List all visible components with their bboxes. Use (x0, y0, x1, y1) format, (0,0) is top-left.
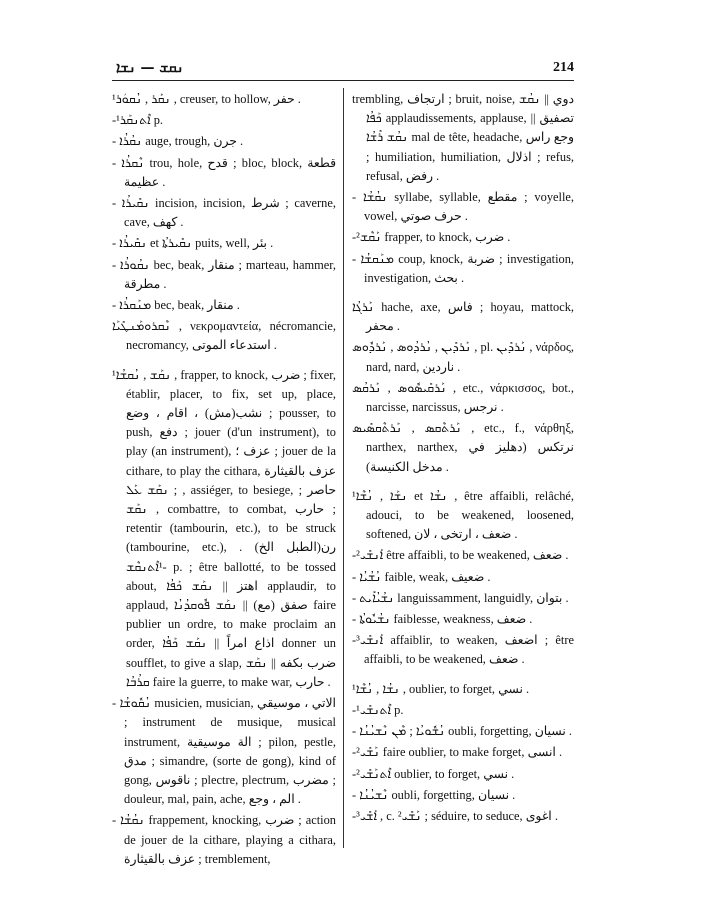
dictionary-entry: ¹ܢܫܰܐ , ܢܳܫܶܐ et ܢܫܳܐ , être affaibli, relâché, adouci, to be weakened, loosened, softened, ضعف ، ارتخى ، لان . (352, 488, 574, 542)
dictionary-entry: - ܢܶܩܪܳܐ trou, hole, قدح ; bloc, block, قطعة عظيمة . (112, 155, 336, 189)
page-number: 214 (553, 60, 574, 75)
dictionary-entry: -¹ܐܶܬܢܩܰܪ p. (112, 113, 164, 128)
left-column (112, 90, 336, 871)
dictionary-entry: - ܢܫܳܝܽܘܬܳܐ faiblesse, weakness, ضعف . (352, 612, 533, 627)
header-rule (112, 80, 574, 81)
running-head: ܢܩܫ — ܢܫܐ (116, 60, 184, 76)
dictionary-entry: -¹ܐܶܬܢܫܺܝ p. (352, 702, 404, 717)
dictionary-entry: ܢܰܪܓܳܐ hache, axe, فاس ; hoyau, mattock, محفر . (352, 300, 574, 334)
dictionary-entry: - ܢܩܳܫܳܐ frappement, knocking, ضرب ; action de jouer de la cithare, playing a cithara, عزف بالقيثارة ; tremblement, (112, 813, 336, 866)
dictionary-entry: - ܢܩܳܪܳܐ auge, trough, جرن . (112, 134, 244, 149)
dictionary-entry: ܢܶܩܪܘܡܰܢܛܺܝܰܐ , νεκρομαντεία, nécromancie, necromancy, استدعاء الموتى . (112, 319, 336, 353)
dictionary-entry: ¹ܢܩܰܪ , ܢܳܩܘܿܪ , creuser, to hollow, حفر . (112, 92, 301, 106)
entry-gap (352, 290, 574, 298)
entry-gap (352, 479, 574, 487)
dictionary-entry: - ܢܩܺܝܪܳܐ incision, incision, شرط ; caverne, cave, كهف . (112, 196, 336, 230)
dictionary-entry: - ܢܳܫܳܝܳܐ faible, weak, ضعيف . (352, 569, 491, 584)
dictionary-entry: ܢܰܪܩܺܝܣܽܘܣ , ܢܰܪܩܳܣ , etc., νάρκισσος, bot., narcisse, narcissus, نرجس . (352, 380, 574, 415)
dictionary-entry: -³ܐܰܫܺܝ , c. ²ܢܰܫܺܝ ; séduire, to seduce, اغوى . (352, 808, 558, 823)
dictionary-entry: - ܢܳܩܽܘܫܳܐ musicien, musician, الاتي ، موسيقي ; instrument de musique, musical instrument, الة موسيقية ; pilon, pestle, مدق ; simandre, (sorte de gong), kind of gong, ناقوس ; plectre, plectrum, مضرب ; douleur, mal, pain, ache, الم ، وجع . (112, 696, 336, 807)
entry-gap (352, 672, 574, 680)
dictionary-entry: - ܡܢܰܩܪܳܐ bec, beak, منقار . (112, 298, 240, 313)
dictionary-entry: - ܡܢܰܩܫܳܐ coup, knock, ضربة ; investigation, investigation, بحث . (352, 251, 575, 285)
right-column (352, 90, 574, 828)
dictionary-entry: ܢܰܪܬܶܩܣ , ܢܰܪܬܶܩܣܺܝܣ , etc., f., νάρθηξ, narthex, narthex, نرتكس (دهليز في مدخل الكنيسة) . (352, 421, 574, 474)
entry-gap (112, 358, 336, 366)
dictionary-entry: - ܢܫܳܝܳܐܺܝܬ languissamment, languidly, بتوان . (352, 590, 569, 605)
dictionary-entry: ¹ܢܩܰܫ , ܢܳܩܫܳܐ , frapper, to knock, ضرب ; fixer, établir, placer, to fix, set up, place, نشب(مش) ، اقام ، وضع ; pousser, to push, دفع ; jouer (d'un instrument), to play (an instrument), عزف ؛ ; jouer de la cithare, to play the cithara, عزف بالقيثارة ; ܢܩܰܫ ܥܰܠ , assiéger, to besiege, حاصر ; ܢܩܰܫ , combattre, to combat, حارب ; retentir (tambourin, etc.), to be struck (tambourine, etc.), رن(الطبل الخ) . -¹ܐܶܬܢܩܶܫ p. ; être ballotté, to be tossed about, اهتز || ܢܩܰܫ ܟܰܦܳܐ applaudir, to applaud, صفق (مع) || ܢܩܰܫ ܦܽܘܩܕܳܢܳܐ faire publier un ordre, to make proclaim an order, اذاع امراً || ܢܩܰܫ ܟܰܦܳܐ donner un soufflet, to give a slap, ضرب بكفه || ܢܩܰܫ ܩܪܳܒܳܐ faire la guerre, to make war, حارب . (112, 367, 337, 689)
dictionary-entry: - ܢܶܫܝܳܢܳܐ oubli, forgetting, نسيان . (352, 787, 516, 802)
column-divider (343, 88, 344, 848)
dictionary-entry: - ܢܩܳܫܳܐ syllabe, syllable, مقطع ; voyelle, vowel, حرف صوتي . (352, 190, 574, 224)
dictionary-entry: -²ܐܰܢܫܺܝ être affaibli, to be weakened, ضعف . (352, 548, 569, 563)
dictionary-entry: -³ܐܰܢܫܺܝ affaiblir, to weaken, اضعف ; être affaibli, to be weakened, ضعف . (352, 633, 574, 667)
dictionary-entry: trembling, ارتجاف ; bruit, noise, دوي || ܢܩܳܫ ܟܰܦܳܐ applaudissements, applause, تصفيق || ܢܩܳܫ ܪܺܫܳܐ mal de tête, headache, وجع راس ; humiliation, humiliation, اذلال ; refus, refusal, رفض . (352, 92, 575, 183)
dictionary-entry: ܢܰܪܕܺܝܢ , ܢܳܪܕܳܘܣ , ܢܰܪܕܽܘܣ , pl. ܢܰܪܕܺܝܢ , νάρδος, nard, nard, ناردين . (352, 340, 574, 374)
dictionary-entry: -²ܐܶܬܢܰܫܺܝ oublier, to forget, نسي . (352, 766, 515, 781)
dictionary-entry: -²ܢܰܩܶܫ frapper, to knock, ضرب . (352, 230, 511, 245)
dictionary-entry: - ܢܳܫܽܘܝܳܐ ; ܡܶܢ ܢܶܫܝܳܢܳܐ oubli, forgetting, نسيان . (352, 724, 573, 739)
dictionary-entry: - ܢܩܺܝܪܳܐ et ܢܩܺܝܪܬܳܐ puits, well, بئر . (112, 236, 274, 251)
dictionary-entry: -²ܢܰܫܺܝ faire oublier, to make forget, انسى . (352, 745, 563, 760)
dictionary-entry: ¹ܢܫܳܐ , ܢܳܫܶܐ , oublier, to forget, نسي . (352, 681, 530, 696)
dictionary-entry: - ܢܩܳܘܪܳܐ bec, beak, منقار ; marteau, hammer, مطرقة . (112, 257, 336, 291)
